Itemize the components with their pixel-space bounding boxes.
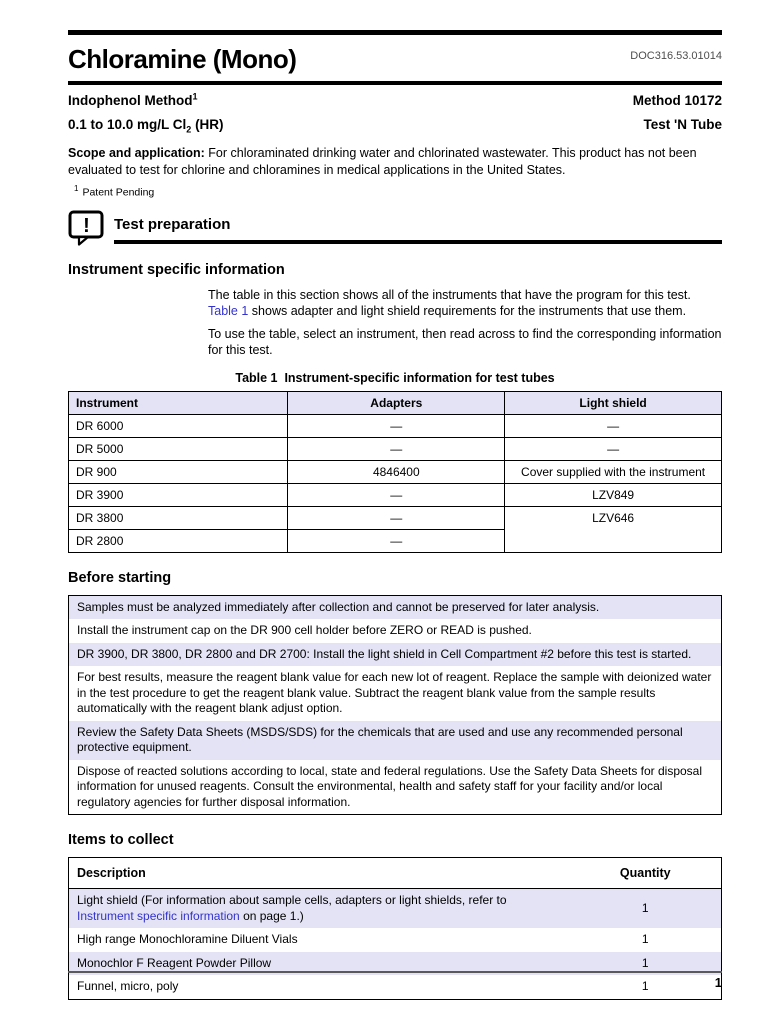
note-item: Dispose of reacted solutions according to local, state and federal regulations. Use the Safety Data Sheets for disposal information for unused reagents. Consult the environmental, health and safety staff for your facility and/or local regulatory agencies for further disposal information. — [69, 760, 721, 815]
items-to-collect-heading: Items to collect — [68, 832, 174, 848]
before-starting-notes — [68, 595, 722, 816]
cell-description: Funnel, micro, poly — [77, 979, 179, 993]
method-number: Method 10172 — [632, 93, 722, 108]
before-starting-heading: Before starting — [68, 569, 172, 586]
table-row — [69, 928, 722, 952]
table-row — [69, 437, 722, 460]
col-header-light-shield: Light shield — [505, 391, 722, 414]
note-item: Samples must be analyzed immediately after collection and cannot be preserved for later analysis. — [69, 596, 721, 620]
cell-description: High range Monochloramine Diluent Vials — [77, 932, 298, 946]
instrument-table-header-row — [69, 391, 722, 414]
para1-rest: shows adapter and light shield requirements for the instruments that use them. — [248, 304, 687, 318]
range-suffix: (HR) — [191, 117, 224, 132]
cell-light-shield: LZV849 — [505, 483, 722, 506]
para1-text: The table in this section shows all of the instruments that have the program for this test. — [208, 287, 691, 302]
doc-number: DOC316.53.01014 — [630, 50, 722, 62]
table-row — [69, 460, 722, 483]
instrument-specific-information-link[interactable]: Instrument specific information — [77, 908, 240, 923]
cell-quantity: 1 — [570, 952, 722, 976]
instrument-table — [68, 391, 722, 553]
instrument-info-para1 — [208, 287, 724, 320]
items-table-header-row — [69, 858, 722, 889]
footnote — [68, 184, 722, 199]
scope-text: For chloraminated drinking water and chlorinated wastewater. This product has not been evaluated to test for chlorine and chloramines in medical applications in the United States. — [68, 146, 697, 177]
cell-light-shield: — — [505, 437, 722, 460]
cell-quantity: 1 — [641, 979, 649, 993]
title-row — [68, 44, 722, 75]
items-table — [68, 857, 722, 1000]
cell-light-shield: — — [505, 414, 722, 437]
table-row — [69, 414, 722, 437]
cell-description — [69, 889, 570, 929]
cell-adapters: — — [288, 529, 505, 552]
test-preparation-header — [68, 210, 722, 246]
cell-instrument: DR 3900 — [69, 483, 288, 506]
table1-caption: Table 1 Instrument-specific information for test tubes — [235, 370, 555, 385]
page-title: Chloramine (Mono) — [68, 44, 297, 74]
top-rule — [68, 30, 722, 35]
cell-adapters: — — [288, 437, 505, 460]
cell-quantity: 1 — [570, 889, 722, 929]
chlorine-subscript: 2 — [186, 124, 192, 135]
note-item: DR 3900, DR 3800, DR 2800 and DR 2700: Install the light shield in Cell Compartment #2 before this test is started. — [69, 643, 721, 667]
instrument-info-paragraphs — [208, 287, 724, 359]
method-name-text: Indophenol Method — [68, 93, 193, 108]
table-row — [69, 483, 722, 506]
description-suffix: on page 1.) — [239, 908, 304, 923]
method-name-row — [68, 93, 722, 109]
test-preparation-rule — [114, 212, 722, 244]
note-item: Review the Safety Data Sheets (MSDS/SDS) for the chemicals that are used and use any recommended personal protective equipment. — [69, 721, 721, 760]
cell-instrument: DR 2800 — [69, 529, 288, 552]
footnote-text: Patent Pending — [82, 186, 155, 199]
col-header-adapters: Adapters — [288, 391, 505, 414]
footer-rule — [68, 971, 722, 973]
test-preparation-heading: Test preparation — [114, 215, 231, 233]
cell-quantity: 1 — [641, 932, 649, 946]
table-row — [69, 889, 722, 929]
cell-instrument: DR 3800 — [69, 506, 288, 529]
measurement-range — [68, 117, 224, 133]
cell-light-shield-merged: LZV646 — [505, 506, 722, 552]
instrument-info-para2: To use the table, select an instrument, then read across to find the corresponding information for this test. — [208, 326, 722, 357]
range-row — [68, 117, 722, 133]
method-name-footnote-marker: 1 — [192, 91, 198, 102]
range-text: 0.1 to 10.0 mg/L Cl — [68, 117, 187, 132]
cell-adapters: — — [288, 414, 505, 437]
table-row — [69, 975, 722, 999]
cell-description: Monochlor F Reagent Powder Pillow — [69, 952, 570, 976]
description-text: Light shield (For information about sample cells, adapters or light shields, refer to — [77, 893, 507, 907]
instrument-info-heading: Instrument specific information — [68, 261, 285, 278]
note-item: For best results, measure the reagent blank value for each new lot of reagent. Replace the sample with deionized water in the test procedure to get the reagent blank value. Subtract the reagent blank value from the sample results automatically with the reagent blank adjust option. — [69, 666, 721, 721]
note-item: Install the instrument cap on the DR 900 cell holder before ZERO or READ is pushed. — [69, 619, 721, 643]
col-header-description: Description — [69, 858, 570, 889]
scope-paragraph — [68, 145, 722, 178]
scope-label: Scope and application: — [68, 146, 205, 160]
exclamation-glyph: ! — [83, 214, 90, 237]
cell-adapters: — — [288, 483, 505, 506]
cell-instrument: DR 6000 — [69, 414, 288, 437]
footnote-marker: 1 — [74, 184, 79, 193]
title-underline-rule — [68, 81, 722, 85]
table-row — [69, 506, 722, 529]
col-header-quantity: Quantity — [570, 858, 722, 889]
cell-light-shield: Cover supplied with the instrument — [505, 460, 722, 483]
page-number: 1 — [714, 975, 722, 990]
cell-adapters: — — [288, 506, 505, 529]
test-type: Test 'N Tube — [643, 117, 722, 132]
method-name — [68, 93, 198, 109]
document-page — [68, 0, 722, 1000]
cell-instrument: DR 5000 — [69, 437, 288, 460]
cell-adapters: 4846400 — [288, 460, 505, 483]
table1-link[interactable]: Table 1 — [208, 304, 249, 318]
col-header-instrument: Instrument — [69, 391, 288, 414]
alert-speech-bubble-icon — [68, 210, 106, 246]
cell-instrument: DR 900 — [69, 460, 288, 483]
